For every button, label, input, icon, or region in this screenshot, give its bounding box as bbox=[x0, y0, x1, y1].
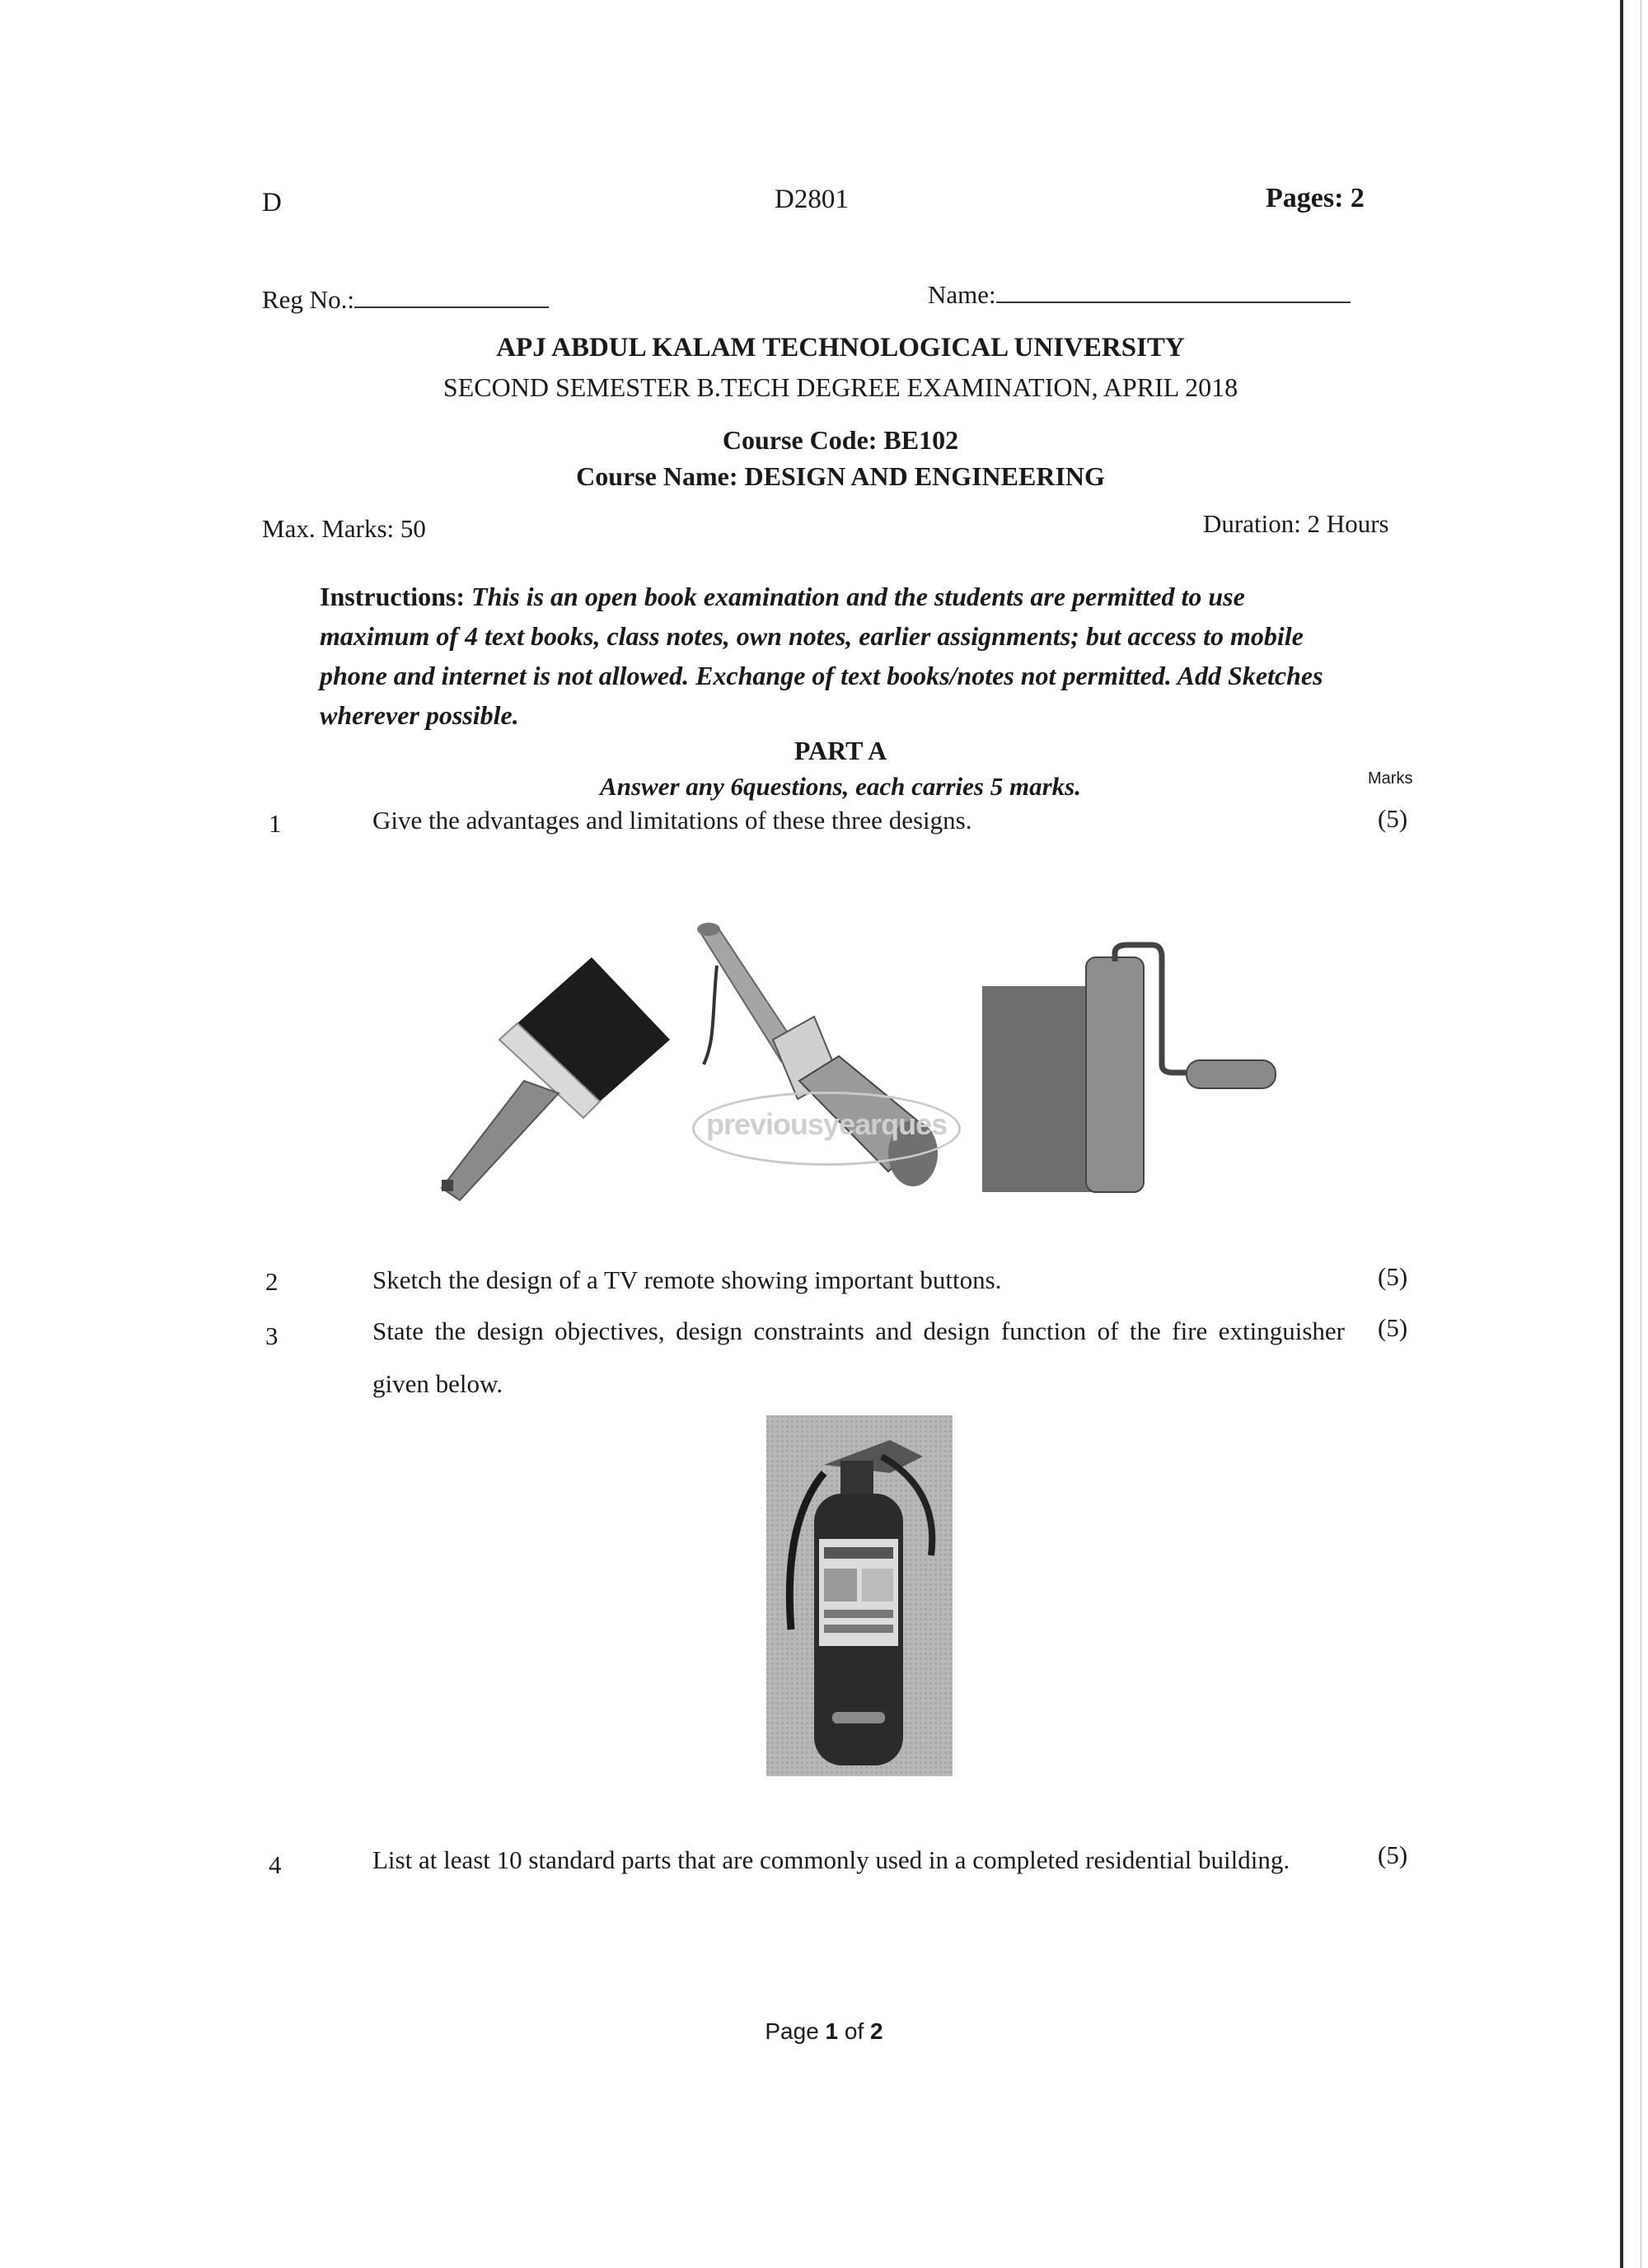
duration: Duration: 2 Hours bbox=[1203, 509, 1389, 538]
paper-set: D bbox=[262, 188, 282, 217]
instructions bbox=[320, 577, 1350, 735]
course-code: Course Code: BE102 bbox=[722, 425, 959, 455]
footer-total-pages: 2 bbox=[870, 2018, 883, 2044]
footer-current-page: 1 bbox=[825, 2018, 839, 2044]
part-a-subtitle: Answer any 6questions, each carries 5 marks. bbox=[600, 772, 1081, 801]
reg-no-label: Reg No.: bbox=[262, 285, 354, 314]
question-number: 4 bbox=[269, 1850, 282, 1879]
question-marks: (5) bbox=[1378, 804, 1408, 833]
flat-paintbrush-icon bbox=[442, 957, 670, 1200]
name-blank bbox=[996, 282, 1351, 303]
part-a-title: PART A bbox=[794, 736, 887, 765]
paint-roller-icon bbox=[982, 945, 1276, 1192]
marks-column-label: Marks bbox=[1368, 769, 1413, 788]
question-marks: (5) bbox=[1378, 1262, 1408, 1291]
question-marks: (5) bbox=[1378, 1313, 1408, 1342]
reg-no-field bbox=[262, 285, 549, 315]
watermark: previousyearques bbox=[692, 1092, 961, 1166]
course-name: Course Name: DESIGN AND ENGINEERING bbox=[576, 461, 1105, 491]
name-label: Name: bbox=[928, 280, 996, 309]
reg-no-blank bbox=[354, 287, 549, 308]
question-marks: (5) bbox=[1378, 1840, 1408, 1869]
university-name: APJ ABDUL KALAM TECHNOLOGICAL UNIVERSITY bbox=[496, 333, 1185, 362]
name-field bbox=[928, 280, 1351, 310]
instructions-text: This is an open book examination and the students are permitted to use maximum of 4 text books, class notes, own notes, earlier assignments; but access to mobile phone and internet is not allowed. Exchange of text books/notes not permitted. Add Sketches wherever possible. bbox=[320, 582, 1323, 730]
fire-extinguisher-image bbox=[766, 1415, 953, 1776]
footer-of: of bbox=[838, 2018, 871, 2044]
question-text: State the design objectives, design constraints and design function of the fire extinguisher given below. bbox=[372, 1316, 1345, 1398]
question-text: Give the advantages and limitations of these three designs. bbox=[372, 806, 972, 835]
max-marks: Max. Marks: 50 bbox=[262, 514, 426, 543]
exam-title: SECOND SEMESTER B.TECH DEGREE EXAMINATION, APRIL 2018 bbox=[442, 372, 1238, 402]
page-count: Pages: 2 bbox=[1266, 183, 1365, 213]
question-text: List at least 10 standard parts that are commonly used in a completed residential building. bbox=[372, 1845, 1290, 1874]
question-text: Sketch the design of a TV remote showing important buttons. bbox=[372, 1265, 1002, 1294]
question-number: 3 bbox=[265, 1321, 279, 1350]
question-number: 2 bbox=[265, 1267, 279, 1296]
paper-code: D2801 bbox=[775, 185, 849, 214]
page-footer bbox=[0, 2018, 1648, 2045]
instructions-label: Instructions: bbox=[320, 582, 466, 611]
question-number: 1 bbox=[269, 809, 282, 838]
footer-prefix: Page bbox=[765, 2018, 826, 2044]
